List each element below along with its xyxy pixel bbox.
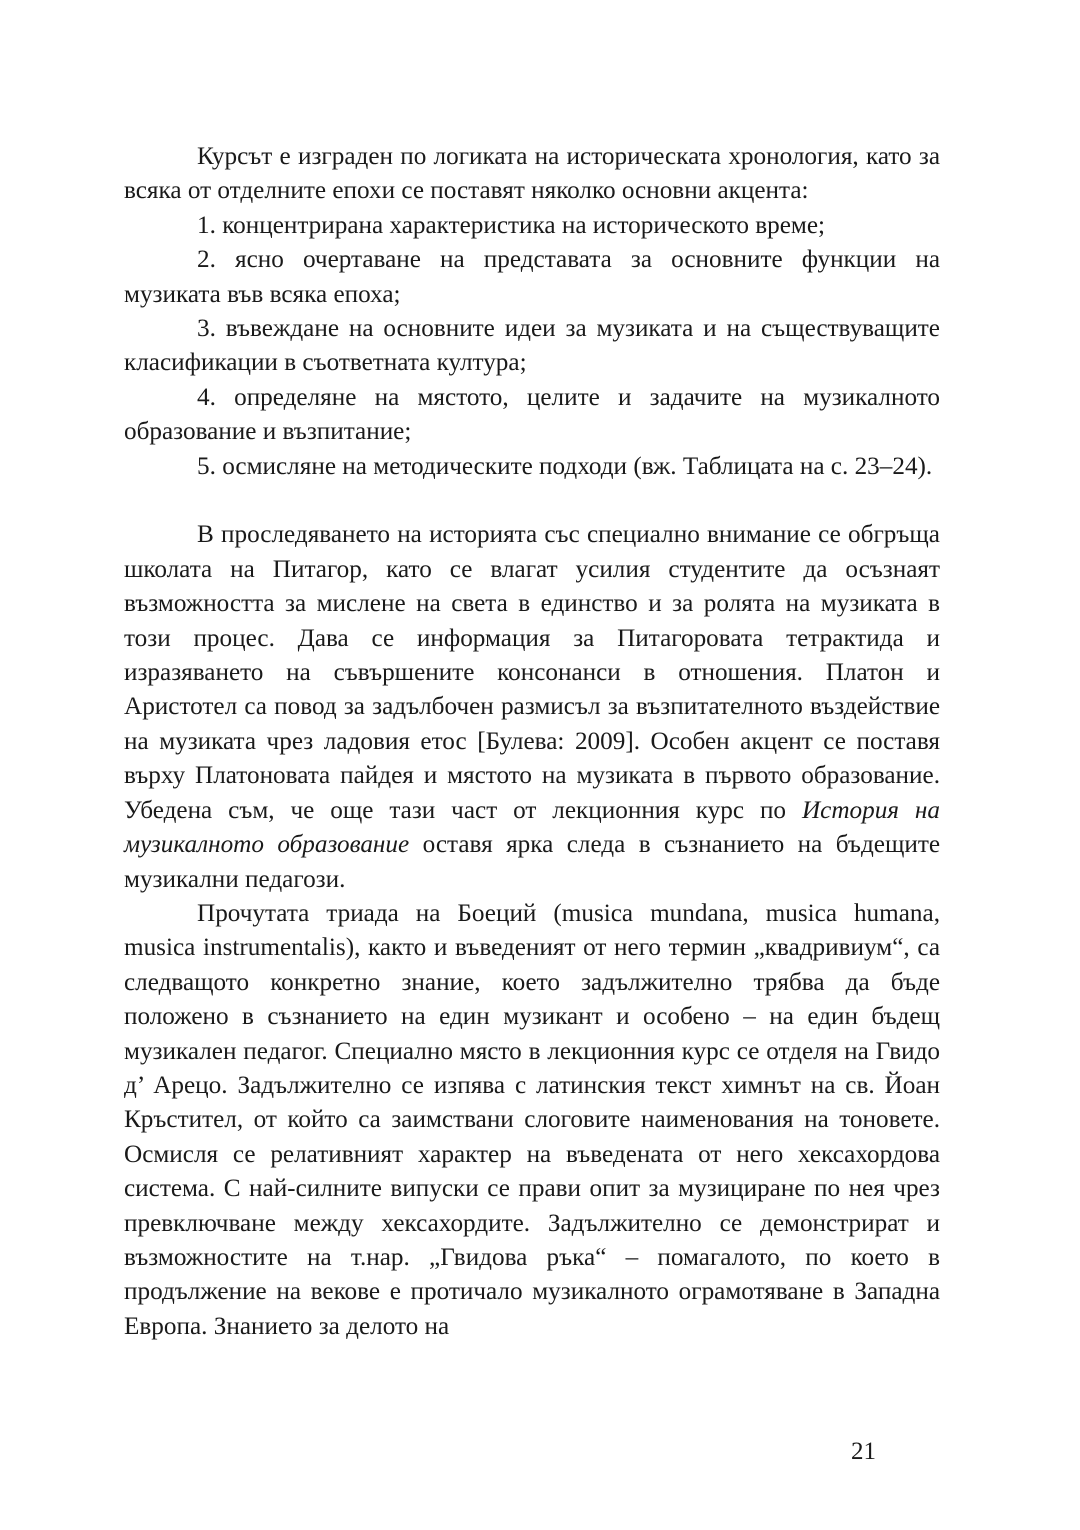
course-title: История на музикалното образование <box>124 796 941 859</box>
history-text-part2: оставя ярка следа в съзнанието на бъдещите музикални педагози. <box>124 831 941 893</box>
page-number: 21 <box>851 1438 876 1465</box>
list-item-5: 5. осмисляне на методическите подходи (вж. Таблицата на с. 23–24). <box>197 452 933 480</box>
history-text-part1: В проследяването на историята със специално внимание се обгръща школата на Питагор, като се влагат усилия студентите да осъзнаят възможността за мислене на света в единство и за ролята на музиката в този процес. Дава се информация за Питагоровата тетрактида и изразяването на съвършените консонанси в отношения. Платон и Аристотел са повод за задълбочен размисъл за възпитателното въздействие на музиката чрез ладовия етос [Булева: 2009]. Особен акцент се поставя върху Платоновата пайдея и мястото на музиката в първото образование. Убедена съм, че още тази част от лекционния курс по <box>124 521 940 824</box>
list-item-1: 1. концентрирана характеристика на историческото време; <box>197 211 826 239</box>
list-item-3: 3. въвеждане на основните идеи за музиката и на съществуващите класификации в съответната култура; <box>124 315 940 377</box>
body-text <box>124 140 940 1344</box>
list-item-4: 4. определяне на мястото, целите и задачите на музикалното образование и възпитание; <box>124 383 940 446</box>
boethius-paragraph: Прочутата триада на Боеций (musica mundana, musica humana, musica instrumentalis), както и въведеният от него термин „квадривиум“, са следващото конкретно знание, което задължително трябва да бъде положено в съзнанието на един музикант и особено – на един бъдещ музикален педагог. Специално място в лекционния курс се отделя на Гвидо д’ Арецо. Задължително се изпява с латинския текст химнът на св. Йоан Кръстител, от който са заимствани слоговите наименования на тоновете. Осмисля се релативният характер на въведената от него хексахордова система. С най-силните випуски се прави опит за музициране по нея чрез превключване между хексахордите. Задължително се демонстрират и възможностите на т.нар. „Гвидова ръка“ – помагалото, по което в продължение на векове е протичало музикалното ограмотяване в Западна Европа. Знанието за делото на <box>124 899 940 1340</box>
list-item-2: 2. ясно очертаване на представата за основните функции на музиката във всяка епоха; <box>124 246 940 308</box>
intro-paragraph: Курсът е изграден по логиката на историческата хронология, като за всяка от отделните епохи се поставят няколко основни акцента: <box>124 143 940 205</box>
history-paragraph <box>124 518 940 896</box>
